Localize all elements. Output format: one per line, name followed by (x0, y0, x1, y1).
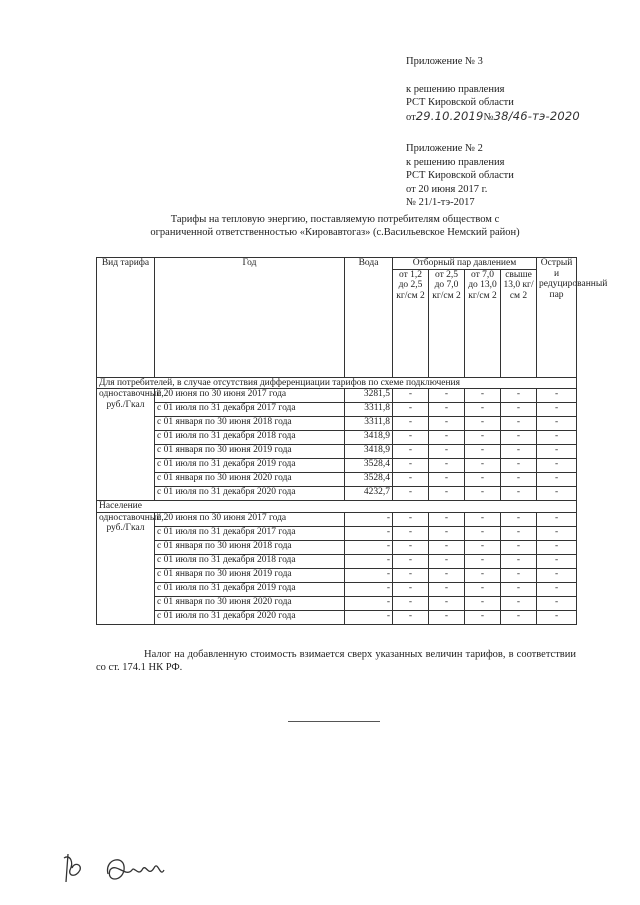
water-cell: 3281,5 (345, 389, 393, 403)
steam-4-cell: - (501, 568, 537, 582)
group-1-tariff-type: одноставочный, руб./Гкал (97, 389, 155, 501)
group-1-label-row (97, 377, 577, 389)
water-cell: - (345, 596, 393, 610)
appendix-2-decision: к решению правления (406, 156, 505, 168)
group-2-row (97, 568, 577, 582)
period-cell: с 01 июля по 31 декабря 2017 года (155, 526, 345, 540)
steam-3-cell: - (465, 582, 501, 596)
group-2-tariff-type: одноставочный, руб./Гкал (97, 512, 155, 624)
period-cell: с 01 января по 30 июня 2018 года (155, 540, 345, 554)
steam-3-cell: - (465, 417, 501, 431)
tariff-table (96, 257, 608, 625)
document-title: Тарифы на тепловую энергию, поставляемую потребителям обществом с ограниченной ответственностью «Кировавтогаз» (с.Васильевское Немский район) (150, 214, 520, 238)
handwritten-number: 38/46-тэ-2020 (493, 108, 580, 123)
steam-3-cell: - (465, 403, 501, 417)
appendix-3-date-number: от29.10.2019№38/46-тэ-2020 (406, 108, 580, 123)
period-cell: с 01 января по 30 июня 2020 года (155, 473, 345, 487)
group-1-row (97, 473, 577, 487)
header-p1: от 1,2 до 2,5 кг/см 2 (393, 269, 429, 377)
steam-1-cell: - (393, 459, 429, 473)
group-2-row (97, 512, 577, 526)
steam-1-cell: - (393, 526, 429, 540)
header-vid: Вид тарифа (97, 258, 155, 378)
steam-4-cell: - (501, 540, 537, 554)
steam-3-cell: - (465, 554, 501, 568)
group-1-body (97, 377, 577, 501)
water-cell: - (345, 526, 393, 540)
sharp-steam-cell: - (537, 473, 577, 487)
steam-2-cell: - (429, 389, 465, 403)
steam-4-cell: - (501, 417, 537, 431)
appendix-3-block (406, 55, 580, 124)
steam-2-cell: - (429, 445, 465, 459)
sharp-steam-cell: - (537, 596, 577, 610)
steam-2-cell: - (429, 610, 465, 624)
steam-2-cell: - (429, 596, 465, 610)
sharp-steam-cell: - (537, 540, 577, 554)
steam-1-cell: - (393, 554, 429, 568)
sharp-steam-cell: - (537, 403, 577, 417)
water-cell: - (345, 582, 393, 596)
steam-1-cell: - (393, 389, 429, 403)
period-cell: с 01 июля по 31 декабря 2019 года (155, 459, 345, 473)
steam-2-cell: - (429, 417, 465, 431)
sharp-steam-cell: - (537, 445, 577, 459)
steam-3-cell: - (465, 487, 501, 501)
steam-1-cell: - (393, 445, 429, 459)
steam-1-cell: - (393, 487, 429, 501)
steam-4-cell: - (501, 554, 537, 568)
steam-3-cell: - (465, 512, 501, 526)
group-2-row (97, 554, 577, 568)
water-cell: 3528,4 (345, 473, 393, 487)
header-ostry: Острый и редуцированный пар (537, 258, 577, 378)
steam-2-cell: - (429, 431, 465, 445)
handwritten-signature (60, 848, 190, 892)
steam-1-cell: - (393, 582, 429, 596)
group-1-row (97, 459, 577, 473)
water-cell: 3311,8 (345, 417, 393, 431)
steam-4-cell: - (501, 403, 537, 417)
period-cell: с 20 июня по 30 июня 2017 года (155, 512, 345, 526)
steam-1-cell: - (393, 596, 429, 610)
water-cell: 3418,9 (345, 445, 393, 459)
vat-note: Налог на добавленную стоимость взимается сверх указанных величин тарифов, в соответствии со ст. 174.1 НК РФ. (96, 649, 576, 673)
water-cell: 4232,7 (345, 487, 393, 501)
period-cell: с 01 июля по 31 декабря 2020 года (155, 487, 345, 501)
handwritten-date: 29.10.2019 (415, 108, 484, 123)
steam-2-cell: - (429, 540, 465, 554)
steam-4-cell: - (501, 459, 537, 473)
steam-4-cell: - (501, 445, 537, 459)
steam-2-cell: - (429, 512, 465, 526)
header-row (97, 258, 577, 270)
sharp-steam-cell: - (537, 417, 577, 431)
sharp-steam-cell: - (537, 582, 577, 596)
steam-1-cell: - (393, 512, 429, 526)
steam-3-cell: - (465, 526, 501, 540)
steam-3-cell: - (465, 459, 501, 473)
steam-4-cell: - (501, 512, 537, 526)
steam-2-cell: - (429, 554, 465, 568)
period-cell: с 20 июня по 30 июня 2017 года (155, 389, 345, 403)
period-cell: с 01 января по 30 июня 2019 года (155, 445, 345, 459)
steam-2-cell: - (429, 403, 465, 417)
header-p2: от 2,5 до 7,0 кг/см 2 (429, 269, 465, 377)
steam-3-cell: - (465, 610, 501, 624)
steam-2-cell: - (429, 582, 465, 596)
steam-1-cell: - (393, 403, 429, 417)
steam-4-cell: - (501, 389, 537, 403)
steam-4-cell: - (501, 473, 537, 487)
group-1-row (97, 403, 577, 417)
steam-1-cell: - (393, 610, 429, 624)
appendix-3-heading: Приложение № 3 (406, 56, 483, 67)
sharp-steam-cell: - (537, 487, 577, 501)
steam-4-cell: - (501, 596, 537, 610)
appendix-3-decision: к решению правления (406, 83, 505, 95)
group-2-row (97, 596, 577, 610)
period-cell: с 01 января по 30 июня 2020 года (155, 596, 345, 610)
group-2-label-row (97, 501, 577, 513)
steam-2-cell: - (429, 568, 465, 582)
steam-4-cell: - (501, 431, 537, 445)
steam-4-cell: - (501, 582, 537, 596)
sharp-steam-cell: - (537, 512, 577, 526)
period-cell: с 01 июля по 31 декабря 2019 года (155, 582, 345, 596)
steam-1-cell: - (393, 431, 429, 445)
appendix-2-block (406, 142, 514, 210)
steam-1-cell: - (393, 540, 429, 554)
water-cell: - (345, 540, 393, 554)
steam-2-cell: - (429, 487, 465, 501)
group-2-row (97, 610, 577, 624)
steam-3-cell: - (465, 389, 501, 403)
steam-2-cell: - (429, 459, 465, 473)
header-otbor: Отборный пар давлением (393, 258, 537, 270)
group-1-row (97, 389, 577, 403)
separator-line (288, 721, 380, 722)
header-p4: свыше 13,0 кг/см 2 (501, 269, 537, 377)
appendix-3-authority: РСТ Кировской области (406, 97, 514, 108)
group-2-row (97, 582, 577, 596)
group-2-body (97, 501, 577, 625)
water-cell: - (345, 554, 393, 568)
group-1-row (97, 487, 577, 501)
group-2-row (97, 540, 577, 554)
sharp-steam-cell: - (537, 459, 577, 473)
appendix-2-authority: РСТ Кировской области (406, 170, 514, 181)
steam-3-cell: - (465, 445, 501, 459)
group-1-row (97, 417, 577, 431)
water-cell: 3528,4 (345, 459, 393, 473)
steam-1-cell: - (393, 473, 429, 487)
header-voda: Вода (345, 258, 393, 378)
water-cell: 3311,8 (345, 403, 393, 417)
steam-3-cell: - (465, 473, 501, 487)
sharp-steam-cell: - (537, 431, 577, 445)
period-cell: с 01 июля по 31 декабря 2017 года (155, 403, 345, 417)
steam-2-cell: - (429, 526, 465, 540)
steam-3-cell: - (465, 596, 501, 610)
steam-3-cell: - (465, 568, 501, 582)
period-cell: с 01 июля по 31 декабря 2020 года (155, 610, 345, 624)
appendix-2-number: № 21/1-тэ-2017 (406, 197, 475, 208)
period-cell: с 01 июля по 31 декабря 2018 года (155, 554, 345, 568)
group-1-label: Для потребителей, в случае отсутствия дифференциации тарифов по схеме подключения (97, 377, 577, 389)
appendix-2-date: от 20 июня 2017 г. (406, 183, 488, 195)
group-1-row (97, 431, 577, 445)
steam-3-cell: - (465, 431, 501, 445)
sharp-steam-cell: - (537, 389, 577, 403)
group-2-row (97, 526, 577, 540)
header-god: Год (155, 258, 345, 378)
steam-4-cell: - (501, 610, 537, 624)
period-cell: с 01 января по 30 июня 2019 года (155, 568, 345, 582)
water-cell: - (345, 512, 393, 526)
sharp-steam-cell: - (537, 526, 577, 540)
steam-4-cell: - (501, 526, 537, 540)
steam-3-cell: - (465, 540, 501, 554)
steam-1-cell: - (393, 417, 429, 431)
header-p3: от 7,0 до 13,0 кг/см 2 (465, 269, 501, 377)
water-cell: - (345, 568, 393, 582)
steam-4-cell: - (501, 487, 537, 501)
sharp-steam-cell: - (537, 554, 577, 568)
appendix-2-heading: Приложение № 2 (406, 143, 483, 154)
group-2-label: Население (97, 501, 577, 513)
period-cell: с 01 июля по 31 декабря 2018 года (155, 431, 345, 445)
steam-2-cell: - (429, 473, 465, 487)
water-cell: 3418,9 (345, 431, 393, 445)
sharp-steam-cell: - (537, 610, 577, 624)
sharp-steam-cell: - (537, 568, 577, 582)
water-cell: - (345, 610, 393, 624)
steam-1-cell: - (393, 568, 429, 582)
group-1-row (97, 445, 577, 459)
period-cell: с 01 января по 30 июня 2018 года (155, 417, 345, 431)
